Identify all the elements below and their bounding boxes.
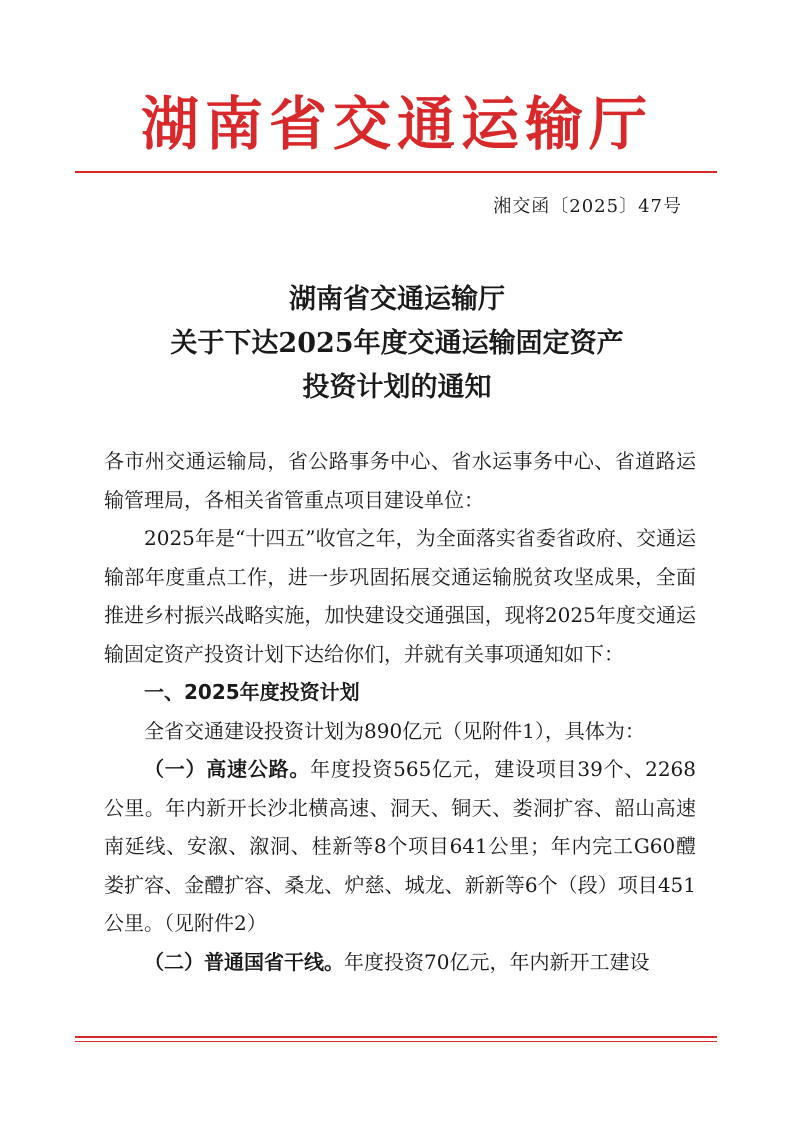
paragraph-intro: 2025年是“十四五”收官之年，为全面落实省委省政府、交通运输部年度重点工作，进一步巩固拓展交通运输脱贫攻坚成果，全面推进乡村振兴战略实施，加快建设交通强国，现将2025年度交通运输固定资产投资计划下达给你们，并就有关事项通知如下：: [104, 526, 696, 666]
footer-red-rule-thin: [75, 1041, 717, 1042]
document-body: [104, 442, 696, 981]
title-line-2: 关于下达2025年度交通运输固定资产: [170, 328, 624, 359]
header-red-rule: [75, 171, 717, 173]
salutation: 各市州交通运输局，省公路事务中心、省水运事务中心、省道路运输管理局，各相关省管重点项目建设单位：: [104, 449, 696, 512]
item-text-trunk-roads: 年度投资70亿元，年内新开工建设: [344, 949, 650, 974]
issuing-authority-header: 湖南省交通运输厅: [140, 90, 653, 158]
item-label-expressway: （一）高速公路。: [144, 757, 311, 781]
document-title: [80, 278, 714, 410]
item-text-expressway: 年度投资565亿元，建设项目39个、2268公里。年内新开长沙北横高速、洞天、铜天、娄洞扩容、韶山高速南延线、安溆、溆洞、桂新等8个项目641公里；年内完工G60醴娄扩容、金醴扩容、桑龙、炉慈、城龙、新新等6个（段）项目451公里。（见附件2）: [104, 757, 696, 935]
document-number: 湘交函〔2025〕47号: [493, 196, 682, 217]
title-line-1: 湖南省交通运输厅: [289, 284, 505, 315]
paragraph-total-investment: 全省交通建设投资计划为890亿元（见附件1），具体为：: [144, 718, 645, 743]
title-line-3: 投资计划的通知: [302, 372, 492, 403]
section-heading-1: 一、2025年度投资计划: [144, 680, 360, 704]
item-label-trunk-roads: （二）普通国省干线。: [144, 949, 344, 974]
paragraph-trunk-roads: [104, 943, 696, 982]
paragraph-expressway: [104, 750, 696, 943]
footer-red-rule: [75, 1036, 717, 1038]
